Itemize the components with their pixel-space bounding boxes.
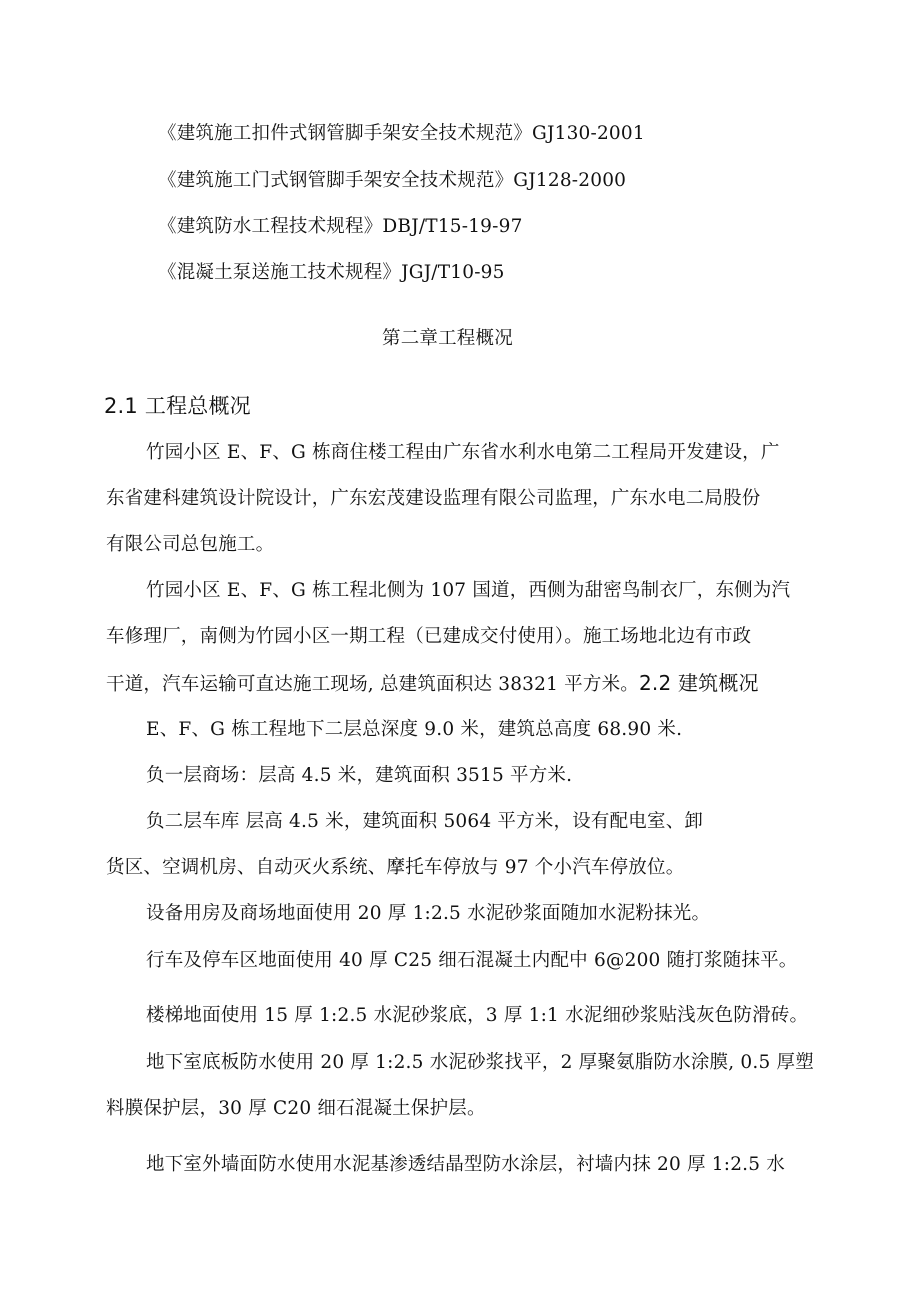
paragraph-line: 车修理厂，南侧为竹园小区一期工程（已建成交付使用）。施工场地北边有市政 bbox=[106, 626, 752, 647]
paragraph-line: 竹园小区 E、F、G 栋工程北侧为 107 国道，西侧为甜密鸟制衣厂，东侧为汽 bbox=[146, 580, 791, 601]
paragraph-line: 货区、空调机房、自动灭火系统、摩托车停放与 97 个小汽车停放位。 bbox=[106, 857, 685, 878]
paragraph-line: 地下室外墙面防水使用水泥基渗透结晶型防水涂层，衬墙内抹 20 厚 1:2.5 水 bbox=[146, 1154, 785, 1175]
reference-item: 《混凝土泵送施工技术规程》JGJ/T10-95 bbox=[158, 262, 505, 283]
paragraph-line: 料膜保护层，30 厚 C20 细石混凝土保护层。 bbox=[106, 1098, 486, 1119]
paragraph-line: 设备用房及商场地面使用 20 厚 1:2.5 水泥砂浆面随加水泥粉抹光。 bbox=[146, 903, 711, 924]
paragraph-line: 楼梯地面使用 15 厚 1:2.5 水泥砂浆底，3 厚 1:1 水泥细砂浆贴浅灰色防滑砖。 bbox=[146, 1005, 809, 1026]
paragraph-line: 负一层商场：层高 4.5 米，建筑面积 3515 平方米. bbox=[146, 765, 573, 786]
paragraph-line: E、F、G 栋工程地下二层总深度 9.0 米，建筑总高度 68.90 米. bbox=[146, 719, 683, 740]
reference-item: 《建筑防水工程技术规程》DBJ/T15-19-97 bbox=[158, 216, 523, 237]
chapter-title: 第二章工程概况 bbox=[382, 328, 513, 349]
paragraph-line: 行车及停车区地面使用 40 厚 C25 细石混凝土内配中 6@200 随打浆随抹平。 bbox=[146, 950, 798, 971]
paragraph-text: 干道，汽车运输可直达施工现场, 总建筑面积达 38321 平方米。 bbox=[106, 674, 639, 695]
section-heading: 2.2 建筑概况 bbox=[638, 671, 759, 695]
paragraph-line: 有限公司总包施工。 bbox=[106, 534, 275, 555]
paragraph-line bbox=[106, 671, 759, 697]
paragraph-line: 竹园小区 E、F、G 栋商住楼工程由广东省水利水电第二工程局开发建设，广 bbox=[146, 442, 780, 463]
section-heading: 2.1 工程总概况 bbox=[104, 394, 251, 418]
paragraph-line: 东省建科建筑设计院设计，广东宏茂建设监理有限公司监理，广东水电二局股份 bbox=[106, 488, 761, 509]
reference-item: 《建筑施工扣件式钢管脚手架安全技术规范》GJ130-2001 bbox=[158, 123, 645, 144]
reference-item: 《建筑施工门式钢管脚手架安全技术规范》GJ128-2000 bbox=[158, 170, 627, 191]
paragraph-line: 负二层车库 层高 4.5 米，建筑面积 5064 平方米，设有配电室、卸 bbox=[146, 811, 704, 832]
paragraph-line: 地下室底板防水使用 20 厚 1:2.5 水泥砂浆找平，2 厚聚氨脂防水涂膜, 0.5 厚塑 bbox=[146, 1052, 814, 1073]
